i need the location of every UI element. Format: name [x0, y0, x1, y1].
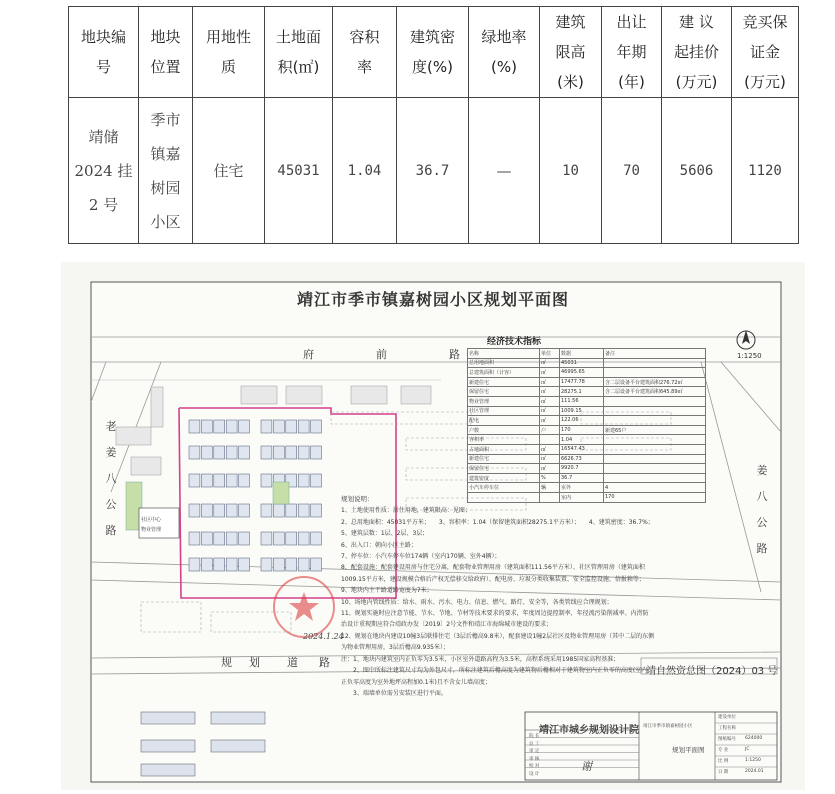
- road-label-east: [756, 458, 768, 562]
- column-header: [69, 7, 139, 98]
- note-line: 为物业管理用房，3层后檐高9.935米）；: [341, 644, 449, 652]
- residential-unit: [311, 420, 322, 433]
- column-header-line: 竞买保: [742, 13, 788, 31]
- column-header: [397, 7, 469, 98]
- residential-unit: [226, 532, 237, 545]
- residential-unit: [226, 558, 237, 571]
- title-block-value: 1:1250: [745, 758, 761, 763]
- residential-unit: [239, 446, 250, 459]
- table-row: [468, 368, 706, 378]
- econ-cell: 户: [540, 425, 560, 435]
- residential-unit: [201, 558, 212, 571]
- residential-unit: [311, 532, 322, 545]
- land-plot-table: [68, 6, 799, 244]
- column-header-line: (米): [557, 73, 584, 91]
- note-line: 9、地块内主干路道路宽度为7米；: [341, 587, 433, 595]
- road-label-north: 府: [303, 348, 314, 361]
- econ-cell: %: [540, 473, 560, 483]
- table-row: [468, 444, 706, 454]
- note-line: 治设计重现期应符合靖政办发〔2019〕2号文件和靖江市海绵城市建设的要求；: [341, 621, 553, 629]
- column-header-line: 建 议: [679, 13, 714, 31]
- residential-unit: [189, 558, 200, 571]
- residential-unit: [214, 558, 225, 571]
- title-block-role: 校 对: [529, 764, 540, 769]
- property-management-label: 物业管理: [141, 527, 162, 533]
- road-label-north: 前: [376, 348, 387, 361]
- residential-unit: [261, 474, 272, 487]
- econ-cell: 名称: [468, 349, 540, 359]
- econ-cell: 4: [604, 483, 706, 493]
- note-line: 正负零高度为室外地坪高程加0.1米)且不含女儿墙高度；: [341, 678, 491, 686]
- note-line: 6、出入口：朝向小区主路；: [341, 541, 417, 549]
- column-header: [602, 7, 662, 98]
- plot-code-cell: [69, 98, 139, 244]
- econ-cell: 户数: [468, 425, 540, 435]
- cell-line: 树园: [150, 178, 181, 197]
- econ-cell: [604, 406, 706, 416]
- residential-unit: [273, 558, 284, 571]
- road-label-south: 规: [221, 656, 232, 669]
- econ-cell: [604, 368, 706, 378]
- cell-line: 季市: [150, 110, 181, 129]
- econ-cell: 辆: [540, 483, 560, 493]
- column-header: [193, 7, 265, 98]
- road-char: 公: [105, 498, 117, 511]
- road-char: 姜: [756, 464, 768, 477]
- residential-unit: [273, 532, 284, 545]
- residential-unit: [298, 446, 309, 459]
- residential-unit: [311, 446, 322, 459]
- drawing-title: 靖江市季市镇嘉树园小区规划平面图: [296, 290, 569, 309]
- residential-unit: [298, 474, 309, 487]
- residential-unit: [298, 420, 309, 433]
- note-line: 10、场地内管线性质：给水、雨水、污水、电力、信息、燃气、路灯、安全等，各类管线应合理规划；: [341, 598, 613, 606]
- residential-unit: [273, 446, 284, 459]
- road-label-south: 道: [287, 656, 298, 669]
- density-cell: 36.7: [397, 98, 469, 244]
- column-header: [540, 7, 602, 98]
- residential-unit: [214, 420, 225, 433]
- column-header-line: 号: [95, 58, 111, 76]
- column-header-line: 地块: [150, 28, 181, 46]
- column-header-line: 度(%): [412, 58, 453, 76]
- note-line: 3、端墙单位需另安装区进行平面。: [341, 689, 447, 697]
- far-cell: 1.04: [333, 98, 397, 244]
- residential-unit: [286, 504, 297, 517]
- table-row: [468, 358, 706, 368]
- residential-unit: [298, 504, 309, 517]
- residential-unit: [214, 532, 225, 545]
- residential-unit: [226, 446, 237, 459]
- econ-cell: ㎡: [540, 454, 560, 464]
- economic-indicator-table: [467, 334, 705, 503]
- econ-cell: ㎡: [540, 377, 560, 387]
- scale-label: 1:1250: [737, 352, 762, 360]
- table-row: [468, 473, 706, 483]
- econ-cell: 45031: [560, 358, 604, 368]
- road-char: 路: [756, 542, 768, 555]
- econ-cell: 9920.7: [560, 464, 604, 474]
- table-row: [468, 425, 706, 435]
- residential-unit: [201, 504, 212, 517]
- econ-cell: 单位: [540, 349, 560, 359]
- cell-line: 靖储: [88, 127, 119, 146]
- econ-cell: ㎡: [540, 387, 560, 397]
- road-label-south: 路: [319, 656, 330, 669]
- handwritten-date: 2024.1.24: [303, 632, 344, 641]
- green-space: [273, 482, 289, 504]
- residential-unit: [214, 446, 225, 459]
- note-line: 5、建筑层数：1层、2层、3层；: [341, 530, 429, 538]
- econ-cell: [540, 435, 560, 445]
- econ-cell: [604, 454, 706, 464]
- residential-unit: [189, 420, 200, 433]
- table-row: [468, 454, 706, 464]
- plot-location-cell: [139, 98, 193, 244]
- residential-unit: [286, 532, 297, 545]
- column-header-line: 质: [220, 58, 236, 76]
- title-block-value: 2024.01: [745, 769, 764, 774]
- econ-cell: [604, 396, 706, 406]
- econ-cell: ㎡: [540, 396, 560, 406]
- land-use-cell: 住宅: [193, 98, 265, 244]
- residential-unit: [226, 474, 237, 487]
- title-block-value: JC: [745, 747, 750, 752]
- residential-unit: [201, 474, 212, 487]
- column-header-line: 年期: [616, 43, 647, 61]
- residential-unit: [298, 558, 309, 571]
- residential-unit: [311, 504, 322, 517]
- residential-unit: [226, 504, 237, 517]
- column-header-line: 起挂价: [673, 43, 719, 61]
- econ-cell: [604, 416, 706, 426]
- econ-table-title: 经济技术指标: [487, 337, 542, 347]
- cell-line: 2 号: [88, 195, 119, 214]
- econ-cell: 占地面积: [468, 444, 540, 454]
- econ-cell: 社区管理: [468, 406, 540, 416]
- title-block-role: 设 计: [529, 771, 540, 777]
- column-header-line: (年): [618, 73, 645, 91]
- residential-unit: [298, 532, 309, 545]
- note-line: 1009.15平方米，建设规模合格后产权无偿移交给政府）、配电房、垃圾分类收集装置、安全监控设施、信报箱等；: [341, 575, 645, 583]
- econ-cell: ㎡: [540, 368, 560, 378]
- column-header-line: 建筑: [555, 13, 586, 31]
- residential-unit: [261, 420, 272, 433]
- title-block-role: 总 工: [529, 741, 540, 747]
- title-block-label: 比 例: [718, 759, 729, 764]
- column-header-line: 容积: [349, 28, 380, 46]
- note-line: 注：1、地块内建筑室内正负零为3.5米，小区室外道路高程为3.5米，高程系统采用1985国家高程基准；: [341, 655, 620, 663]
- table-row: [468, 349, 706, 359]
- econ-cell: [604, 473, 706, 483]
- econ-cell: 室内: [560, 492, 604, 502]
- econ-cell: 6626.73: [560, 454, 604, 464]
- cell-line: 镇嘉: [150, 144, 181, 163]
- community-center-label: 社区中心: [141, 517, 162, 523]
- column-header: [333, 7, 397, 98]
- table-row: [468, 406, 706, 416]
- econ-cell: ㎡: [540, 416, 560, 426]
- residential-unit: [214, 504, 225, 517]
- design-institute-name: 靖江市城乡规划设计院: [539, 725, 639, 736]
- econ-cell: ㎡: [540, 358, 560, 368]
- title-block-label: 日 期: [718, 770, 729, 775]
- econ-cell: 111.56: [560, 396, 604, 406]
- econ-cell: 新建住宅: [468, 454, 540, 464]
- column-header-line: 证金: [749, 43, 780, 61]
- econ-cell: [604, 435, 706, 445]
- table-row: [468, 483, 706, 493]
- column-header: [662, 7, 732, 98]
- residential-unit: [201, 446, 212, 459]
- econ-cell: 新建65户: [604, 425, 706, 435]
- column-header: [139, 7, 193, 98]
- title-block-role: 审 定: [529, 749, 540, 754]
- road-char: 姜: [105, 446, 117, 459]
- econ-cell: 保留住宅: [468, 464, 540, 474]
- residential-unit: [189, 504, 200, 517]
- green-rate-cell: —: [469, 98, 540, 244]
- econ-cell: ㎡: [540, 406, 560, 416]
- note-line: 8、配套设施：配套建设用房与住宅分离，配套物业管理用房（建筑面积111.56平方米）、社区管理用房（建筑面积: [341, 564, 645, 572]
- column-header-line: (万元): [744, 73, 786, 91]
- road-label-north: 路: [449, 348, 460, 361]
- column-header-line: 建筑密: [409, 28, 455, 46]
- title-block-value: 624000: [745, 736, 763, 741]
- residential-unit: [311, 558, 322, 571]
- title-block-label: 图纸编号: [718, 737, 736, 742]
- site-plan-drawing: [61, 262, 805, 790]
- note-line: 12、规划在地块内建设10幢3层联排住宅（3层后檐高9.8米），配套建设1幢2层社区及物业管理用房（其中二层的东侧: [341, 632, 655, 640]
- residential-unit: [261, 532, 272, 545]
- notes-title: 规划说明：: [341, 495, 374, 503]
- residential-unit: [239, 558, 250, 571]
- econ-cell: 46995.65: [560, 368, 604, 378]
- residential-unit: [261, 558, 272, 571]
- residential-unit: [286, 446, 297, 459]
- econ-cell: 保留住宅: [468, 387, 540, 397]
- cell-line: 2024 挂: [74, 161, 133, 180]
- residential-unit: [214, 474, 225, 487]
- road-char: 八: [105, 472, 117, 485]
- title-block-label: 建设单位: [718, 715, 736, 720]
- note-line: 2、总用地面积：45031平方米； 3、容积率：1.04（保留建筑面积28275.1平方米）； 4、建筑密度：36.7%；: [341, 518, 654, 526]
- column-header: [732, 7, 799, 98]
- table-row: [468, 435, 706, 445]
- road-char: 路: [105, 524, 117, 537]
- econ-cell: 物业管理: [468, 396, 540, 406]
- document-number: 靖自然资总图（2024）03 号: [646, 666, 778, 677]
- residential-unit: [261, 504, 272, 517]
- residential-unit: [273, 420, 284, 433]
- road-char: 八: [756, 490, 768, 503]
- column-header-line: (%): [491, 58, 517, 76]
- column-header-line: 绿地率: [481, 28, 527, 46]
- deposit-cell: 1120: [732, 98, 799, 244]
- residential-unit: [311, 474, 322, 487]
- econ-cell: 17477.78: [560, 377, 604, 387]
- residential-unit: [273, 504, 284, 517]
- column-header-line: 率: [356, 58, 372, 76]
- econ-cell: 122.06: [560, 416, 604, 426]
- title-block-role: 院 长: [529, 734, 540, 739]
- econ-cell: 配电: [468, 416, 540, 426]
- econ-cell: 170: [560, 425, 604, 435]
- column-header-line: 积(㎡): [277, 58, 320, 76]
- project-name: 靖江市季市镇嘉树园小区: [643, 724, 693, 729]
- cell-line: 小区: [150, 212, 181, 231]
- residential-unit: [201, 532, 212, 545]
- econ-cell: [604, 358, 706, 368]
- title-block-role: 审 核: [529, 756, 540, 762]
- table-row: [69, 98, 799, 244]
- econ-cell: 数据: [560, 349, 604, 359]
- econ-cell: 新建住宅: [468, 377, 540, 387]
- econ-cell: 1.04: [560, 435, 604, 445]
- land-area-cell: 45031: [265, 98, 333, 244]
- height-limit-cell: 10: [540, 98, 602, 244]
- econ-cell: 容积率: [468, 435, 540, 445]
- econ-cell: 建筑密度: [468, 473, 540, 483]
- note-line: 11、规划实施时应注意节能、节水、节地、节材等技术要求的要求，年度周边提控制率，年径流污染削减率、内涝防: [341, 610, 649, 618]
- term-cell: 70: [602, 98, 662, 244]
- signature: 谢: [581, 760, 592, 773]
- econ-cell: [604, 444, 706, 454]
- econ-cell: 室外: [560, 483, 604, 493]
- residential-unit: [286, 420, 297, 433]
- column-header-line: 位置: [150, 58, 181, 76]
- econ-cell: 小汽车停车位: [468, 483, 540, 493]
- residential-unit: [226, 420, 237, 433]
- residential-unit: [239, 504, 250, 517]
- econ-cell: 1009.15: [560, 406, 604, 416]
- econ-cell: [604, 464, 706, 474]
- econ-cell: 总建筑面积（计容）: [468, 368, 540, 378]
- econ-cell: 16547.43: [560, 444, 604, 454]
- table-row: [468, 387, 706, 397]
- residential-unit: [261, 446, 272, 459]
- residential-unit: [201, 420, 212, 433]
- note-line: 7、停车位：小汽车停车位174辆（室内170辆、室外4辆）；: [341, 553, 501, 561]
- column-header-line: 用地性: [205, 28, 251, 46]
- start-price-cell: 5606: [662, 98, 732, 244]
- column-header: [265, 7, 333, 98]
- road-char: 公: [756, 516, 768, 529]
- residential-unit: [189, 474, 200, 487]
- column-header-line: 土地面: [275, 28, 321, 46]
- column-header-line: 限高: [555, 43, 586, 61]
- column-header-line: 地块编: [80, 28, 126, 46]
- table-row: [468, 396, 706, 406]
- column-header: [469, 7, 540, 98]
- column-header-line: (万元): [675, 73, 718, 91]
- table-row: [468, 416, 706, 426]
- road-label-south: 划: [249, 656, 260, 669]
- note-line: 2、图中所标注建筑尺寸均为外包尺寸，所标注建筑后檐高度为建筑物后檐相对于建筑物室内正负零的高度(室内: [341, 667, 648, 675]
- econ-cell: 总用地面积: [468, 358, 540, 368]
- table-row: [468, 377, 706, 387]
- residential-unit: [189, 446, 200, 459]
- column-header-line: 出让: [616, 13, 647, 31]
- residential-unit: [189, 532, 200, 545]
- econ-cell: ㎡: [540, 444, 560, 454]
- econ-cell: 28275.1: [560, 387, 604, 397]
- residential-unit: [239, 532, 250, 545]
- econ-cell: 备注: [604, 349, 706, 359]
- road-label-west: [105, 414, 117, 544]
- table-row: [468, 464, 706, 474]
- note-line: 1、土地使用性质：居住用地，建筑限高：见图；: [341, 507, 471, 515]
- econ-cell: 170: [604, 492, 706, 502]
- econ-cell: ㎡: [540, 464, 560, 474]
- econ-cell: 含二层设备平台建筑面积276.72㎡: [604, 377, 706, 387]
- residential-unit: [239, 420, 250, 433]
- table-header-row: [69, 7, 799, 98]
- title-block-label: 工程名称: [718, 726, 736, 731]
- residential-unit: [286, 558, 297, 571]
- road-char: 老: [105, 420, 117, 433]
- title-block-label: 专 业: [718, 748, 729, 753]
- econ-cell: 36.7: [560, 473, 604, 483]
- econ-cell: 含二层设备平台建筑面积645.89㎡: [604, 387, 706, 397]
- residential-unit: [239, 474, 250, 487]
- community-center-building: [139, 508, 179, 538]
- drawing-name: 规划平面图: [672, 746, 705, 754]
